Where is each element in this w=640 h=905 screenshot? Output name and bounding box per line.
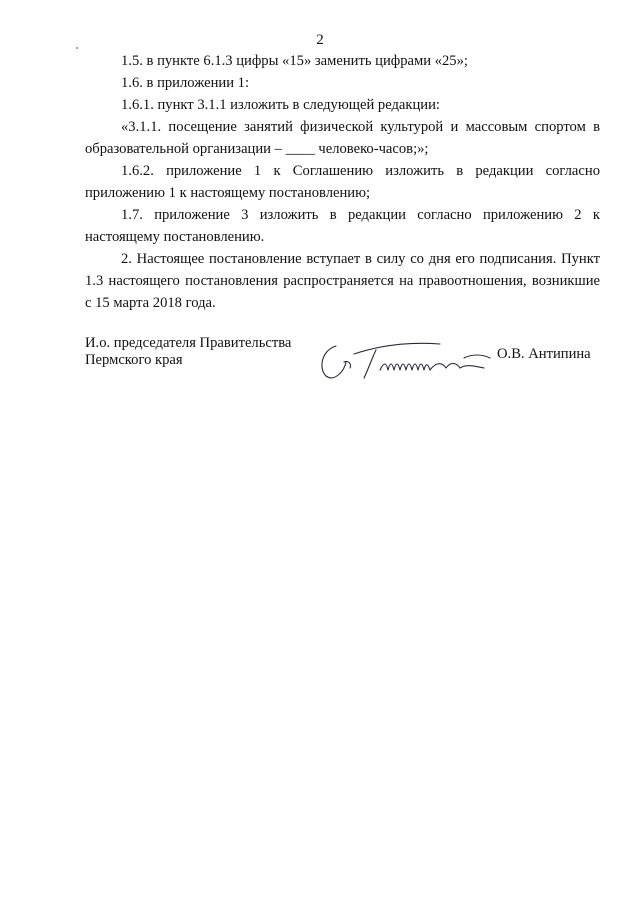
handwritten-signature xyxy=(314,332,500,382)
page-number: 2 xyxy=(316,32,324,48)
paragraph-1-6-1: 1.6.1. пункт 3.1.1 изложить в следующей редакции: xyxy=(121,97,440,113)
paragraph-1-6-2: 1.6.2. приложение 1 к Соглашению изложить в редакции согласно приложению 1 к настоящему постановлению; xyxy=(85,163,600,201)
paragraph-1-7: 1.7. приложение 3 изложить в редакции согласно приложению 2 к настоящему постановлению. xyxy=(85,207,600,245)
signatory-position-line2: Пермского края xyxy=(85,352,183,368)
paragraph-3-1-1-quote: «3.1.1. посещение занятий физической культурой и массовым спортом в образовательной организации – ____ человеко-часов;»; xyxy=(85,119,600,157)
paragraph-1-5: 1.5. в пункте 6.1.3 цифры «15» заменить цифрами «25»; xyxy=(121,53,468,69)
signatory-position-line1: И.о. председателя Правительства xyxy=(85,335,292,351)
signatory-position xyxy=(85,335,291,369)
paragraph-2: 2. Настоящее постановление вступает в силу со дня его подписания. Пункт 1.3 настоящего постановления распространяется на правоотношения, возникшие с 15 марта 2018 года. xyxy=(85,251,600,311)
signatory-name: О.В. Антипина xyxy=(497,346,591,362)
paragraph-1-6: 1.6. в приложении 1: xyxy=(121,75,250,91)
document-body xyxy=(85,50,600,314)
